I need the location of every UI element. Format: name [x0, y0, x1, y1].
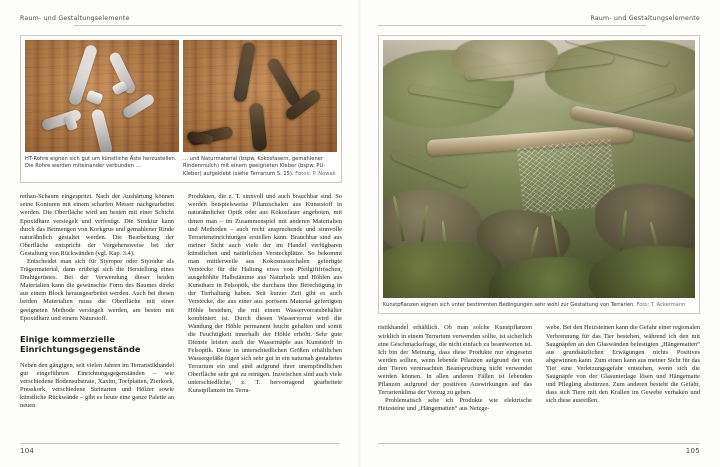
left-header-rule: [74, 25, 342, 26]
left-photo-row: [25, 40, 337, 152]
right-photo-credit: Fotos: P. Nowak: [295, 170, 336, 177]
paragraph: Entscheidet man sich für Styropor oder Styrodur als Trägermaterial, dann erübrigt sich die Herstellung eines Drahtgerüstes. Bei der Verwendung dieser beiden Materialien kann die gewünschte Form des Baumes direkt aus einem Block herausgearbeitet werden. Auch bei diesen beiden Materialien muss die Oberfläche mit einer geeigneten Methode versiegelt werden, am besten mit Epoxidharz und einem Naturstoff.: [20, 257, 174, 322]
left-folio-rule: [20, 443, 340, 444]
right-running-head: Raum- und Gestaltungselemente: [590, 15, 700, 22]
right-page-number: 105: [685, 447, 700, 455]
right-photo-credit: Foto: T. Ackermann: [636, 302, 686, 308]
right-folio-block: [378, 443, 700, 455]
left-photo-caption: HT-Rohre eignen sich gut um künstliche Äste herzustellen. Die Rohre werden miteinander verbunden ...: [25, 156, 177, 170]
paragraph: Produkten, die z. T. sinnvoll und auch brauchbar sind. So werden beispielsweise Pflanzschalen aus Kunststoff in naturähnlicher Optik oder aus Kokosfaser angeboten, mit denen man – im Zusammenspiel mit anderen Materialien und Methoden – auch recht ansprechende und sinnvolle Terrarieneinrichtungen erstellen kann. Brauchbar sind aus meiner Sicht auch viele der im Handel verfügbaren künstlichen und natürlichen Versteckplätze. So bekommt man mittlerweile aus Kokosnussschalen gefertigte Verstecke für die Haltung etwa von Pfeilgiftfröschen, ausgehöhlte Halbstämme aus Naturholz und Höhlen aus Kunstharz in Felsoptik, die durchaus ihre Berechtigung in der Tierhaltung haben. Seit kurzer Zeit gibt es auch Verstecke, die aus einer aus porösem Material gefertigten Höhle bestehen, die mit einem Wasservorratsbehälter kombiniert ist. Durch diesen Wasservorrat wird die Wandung der Höhle permanent feucht gehalten und somit die Feuchtigkeit innerhalb der Höhle erhöht. Sehr gute Dienste leisten auch die Wassernäpfe aus Kunststoff in Felsoptik. Diese in unterschiedlichen Größen erhältlichen Wassergefäße fügen sich sehr gut in ein naturnah gestaltetes Terrarium ein und sind aufgrund ihrer unempfindlichen Oberfläche sehr gut zu reinigen. Inzwischen sind auch viele unterschiedliche, z. T. hervorragend gearbeitete Kunstpflanzen im Terra-: [188, 193, 342, 395]
right-column-1: [378, 324, 532, 413]
right-page-columns: [378, 324, 700, 413]
ht-pipe-artificial-branch-photo: [25, 40, 179, 152]
left-folio-block: [20, 443, 340, 455]
right-photo-caption: [383, 302, 695, 309]
paragraph: Neben den gängigen, seit vielen Jahren im Terraristikhandel gut eingeführten Einrichtungsgegenständen – wie verschiedene Bodensubstrate, Xaxim, Torfplatten, Zierkork, Presskork, verschiedene Steinarten und Hölzer sowie künstliche Rückwände – gibt es heute eine ganze Palette an neuen: [20, 361, 174, 410]
section-heading: Einige kommerzielle Einrichtungsgegenstände: [20, 333, 141, 355]
left-page-columns: [20, 193, 342, 410]
right-column-2: [546, 324, 700, 413]
right-figure-block: [378, 35, 700, 314]
left-caption-row: [25, 156, 337, 178]
coated-branch-photo: [183, 40, 337, 152]
paragraph: rethan-Schaum eingespritzt. Nach der Aushärtung können seine Konturen mit einem scharfen Messer nachgearbeitet werden. Die Oberfläche wird am besten mit einer Schicht Epoxidharz versiegelt und verfestigt. Die Struktur kann durch das Beimengen von Korkgrus und gemahlener Rinde naturähnlich gestaltet werden. Die Bearbeitung der Oberfläche entspricht der Vorgehensweise bei der Gestaltung von Rückwänden (vgl. Kap. 3.4).: [20, 193, 174, 257]
right-folio-rule: [378, 443, 700, 444]
right-photo-caption-text: Kunstpflanzen eignen sich unter bestimmten Bedingungen sehr wohl zur Gestaltung von Terrarien.: [383, 302, 635, 308]
paragraph: webe. Bei den Heizsteinen kann die Gefahr einer regionalen Verbrennung für das Tier bestehen, während ich den mit Saugnäpfen an den Glaswänden befestigten „Hängematten“ aus grundsätzlichen Erwägungen nichts Positives abgewinnen kann. Zum einen kann aus meiner Sicht für das Tier eine Verletzungsgefahr entstehen, wenn sich die Saugnäpfe von der Glasunterlage lösen und Hängematte und Pflegling abstürzen. Zum anderen besteht die Gefahr, dass sich Tiere mit den Krallen im Gewebe verhaken und sich diese ausreißen.: [546, 324, 700, 405]
right-header-rule: [378, 25, 646, 26]
terrarium-with-artificial-plants-photo: [383, 40, 695, 298]
left-figure-block: [20, 35, 342, 183]
right-photo-caption: [183, 156, 337, 178]
left-page-number: 104: [20, 447, 35, 455]
left-running-head: Raum- und Gestaltungselemente: [20, 15, 130, 22]
left-column-2: [188, 193, 342, 410]
right-page: [360, 0, 720, 467]
right-photo-caption-text: ... und Naturmaterial (bspw. Kokosfasern, gemahlener Rindenmulch) mit einem geeigneten Kleber (bspw. PU-Kleber) aufgeklebt (siehe Terrarium S. 15).: [183, 156, 326, 177]
left-column-1: [20, 193, 174, 410]
paragraph: ristikhandel erhältlich. Ob man solche Kunstpflanzen wirklich in einem Terrarium verwenden sollte, ist sicherlich eine Geschmacksfrage, die nicht einfach zu beantworten ist. Ich bin der Meinung, dass diese Produkte nur eingesetzt werden sollten, wenn lebende Pflanzen aufgrund der von den Tieren verursachten Beanspruchung nicht verwendet werden können. In allen anderen Fällen ist lebenden Pflanzen aufgrund der positiven Auswirkungen auf das Terrarienklima der Vorzug zu geben.: [378, 324, 532, 397]
paragraph: Problematisch sehe ich Produkte wie elektrische Heizsteine und „Hängematten“ aus Netzge-: [378, 397, 532, 413]
